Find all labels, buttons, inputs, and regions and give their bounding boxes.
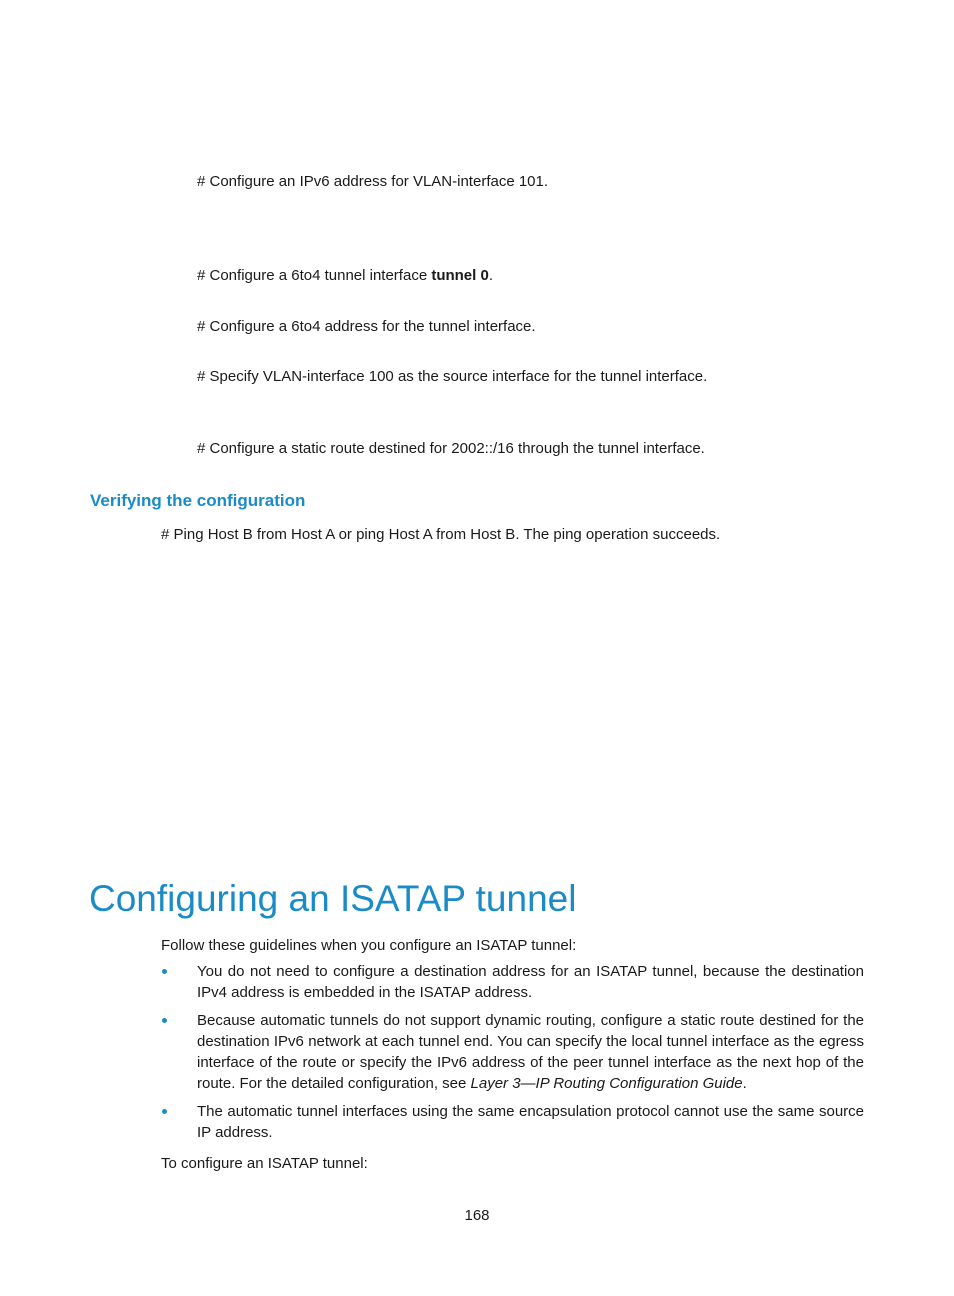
step-ipv6-address: # Configure an IPv6 address for VLAN-interface 101. — [197, 173, 549, 190]
configure-intro: To configure an ISATAP tunnel: — [161, 1155, 368, 1172]
bullet-period: . — [742, 1075, 747, 1092]
guidelines-list — [160, 961, 864, 1150]
step-static-route: # Configure a static route destined for 2002::/16 through the tunnel interface. — [197, 440, 705, 457]
bullet-icon — [162, 1018, 167, 1023]
guidelines-intro: Follow these guidelines when you configure an ISATAP tunnel: — [161, 937, 577, 954]
step-source-interface: # Specify VLAN-interface 100 as the source interface for the tunnel interface. — [197, 368, 708, 385]
guide-reference: Layer 3—IP Routing Configuration Guide — [470, 1075, 743, 1092]
bullet-icon — [162, 969, 167, 974]
step-tunnel-period: . — [488, 267, 494, 284]
step-tunnel-interface — [197, 265, 493, 286]
bullet-text: Because automatic tunnels do not support dynamic routing, configure a static route destined for the destination IPv6 network at each tunnel end. You can specify the local tunnel interface as the egress interface of the route or specify the IPv6 address of the peer tunnel interface as the next hop of the route. For the detailed configuration, see — [197, 1012, 864, 1092]
verifying-heading: Verifying the configuration — [90, 491, 306, 510]
bullet-text: You do not need to configure a destination address for an ISATAP tunnel, because the destination IPv4 address is embedded in the ISATAP address. — [197, 963, 864, 1001]
verify-text: # Ping Host B from Host A or ping Host A from Host B. The ping operation succeeds. — [161, 526, 721, 543]
list-item — [160, 1010, 864, 1094]
bullet-text: The automatic tunnel interfaces using the same encapsulation protocol cannot use the same source IP address. — [197, 1103, 864, 1141]
section-title: Configuring an ISATAP tunnel — [89, 878, 577, 919]
step-6to4-address: # Configure a 6to4 address for the tunnel interface. — [197, 318, 536, 335]
tunnel-keyword: tunnel 0 — [431, 267, 489, 284]
step-tunnel-text: # Configure a 6to4 tunnel interface — [197, 267, 432, 284]
bullet-icon — [162, 1109, 167, 1114]
list-item — [160, 961, 864, 1003]
page-number: 168 — [464, 1207, 490, 1224]
list-item — [160, 1101, 864, 1143]
